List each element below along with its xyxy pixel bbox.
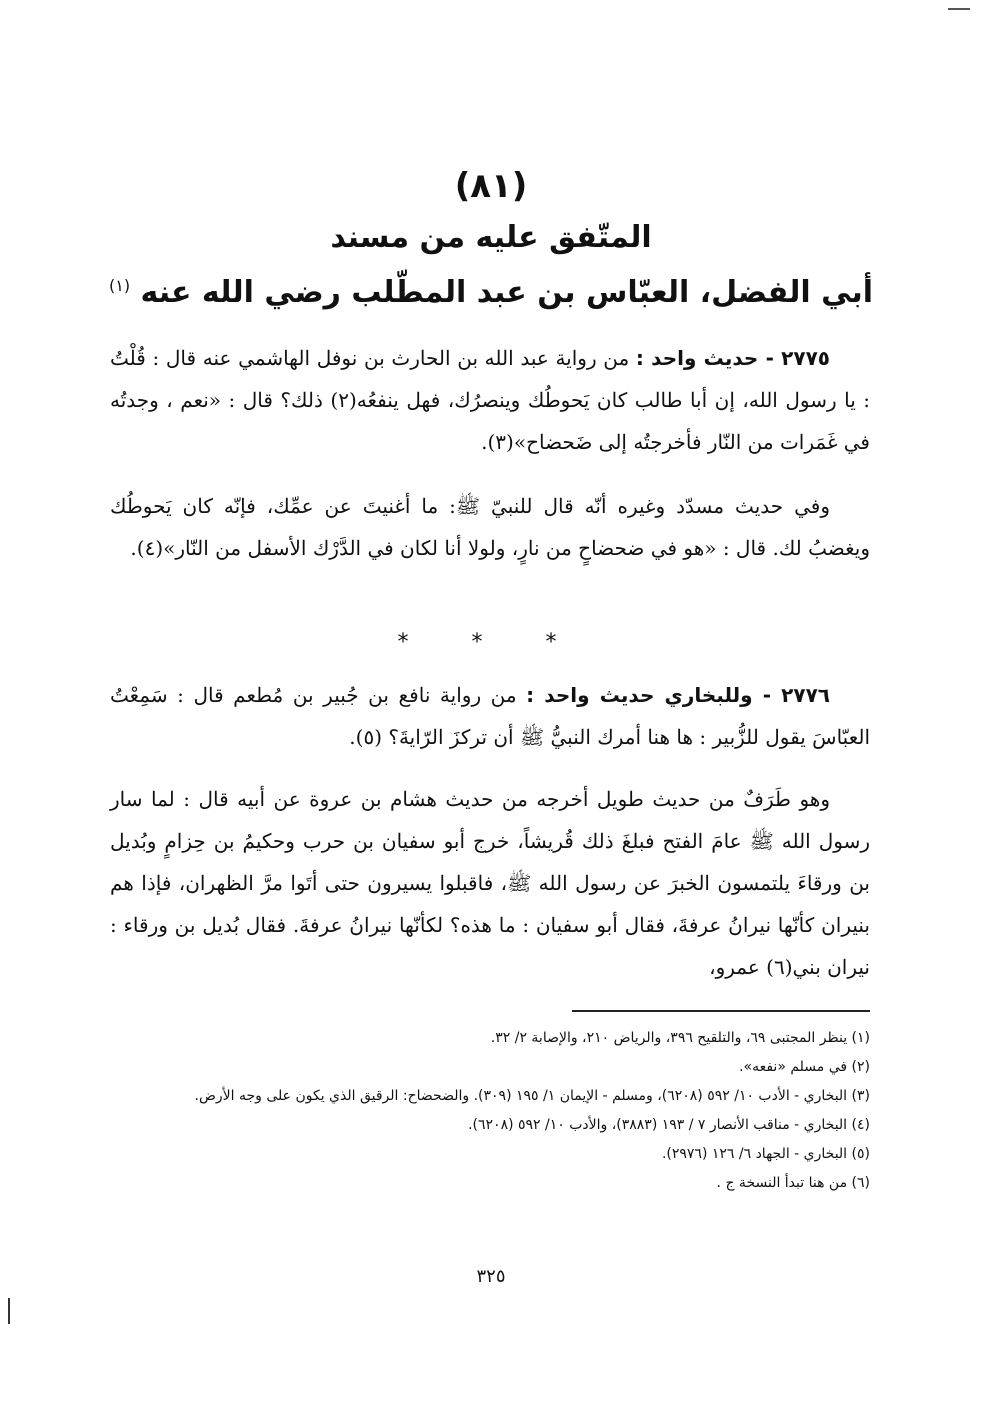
- chapter-title-line2: [0, 275, 982, 311]
- hadith-2776-paragraph: [110, 674, 870, 758]
- footnote-3: (٣) البخاري - الأدب ١٠/ ٥٩٢ (٦٢٠٨)، ومسلم - الإيمان ١/ ١٩٥ (٣٠٩). والضحضاح: الرقيق الذي يكون على وجه الأرض.: [194, 1088, 870, 1104]
- hadith-2776-heading: ٢٧٧٦ - وللبخاري حديث واحد :: [526, 683, 830, 707]
- footnote-2: (٢) في مسلم «نفعه».: [739, 1059, 870, 1075]
- hadith-2775-addendum-text: وفي حديث مسدّد وغيره أنّه قال للنبيّ ﷺ: ما أغنيتَ عن عمِّك، فإنّه كان يَحوطُك ويغضبُ لك. قال : «هو في ضحضاحٍ من نارٍ، ولولا أنا لكان في الدَّرْك الأسفل من النّار»(٤).: [110, 494, 870, 560]
- chapter-title-line1: المتّفق عليه من مسند: [330, 220, 652, 255]
- footnote-4: (٤) البخاري - مناقب الأنصار ٧ / ١٩٣ (٣٨٨٣)، والأدب ١٠/ ٥٩٢ (٦٢٠٨).: [468, 1117, 870, 1133]
- hadith-2776-addendum-text: وهو طَرَفٌ من حديث طويل أخرجه من حديث هشام بن عروة عن أبيه قال : لما سار رسول الله ﷺ عامَ الفتح فبلغَ ذلك قُريشاً، خرج أبو سفيان بن حرب وحكيمُ بن حِزامٍ وبُديل بن ورقاءَ يلتمسون الخبرَ عن رسول الله ﷺ، فاقبلوا يسيرون حتى أتَوا مرَّ الظهران، فإذا هم بنيران كأنّها نيرانُ عرفةَ، فقال أبو سفيان : ما هذه؟ لكأنّها نيرانُ عرفةَ. فقال بُديل بن ورقاء : نيران بني(٦) عمرو،: [110, 787, 870, 979]
- hadith-2775-heading: ٢٧٧٥ - حديث واحد :: [635, 346, 830, 370]
- footnotes-list: [110, 1024, 870, 1198]
- footnote-5: (٥) البخاري - الجهاد ٦/ ١٢٦ (٢٩٧٦).: [661, 1146, 870, 1162]
- section-separator: * * *: [397, 630, 585, 655]
- chapter-title-line2-text: أبي الفضل، العبّاس بن عبد المطّلب رضي الله عنه: [140, 275, 873, 310]
- hadith-2776-text: من رواية نافع بن جُبير بن مُطعم قال : سَمِعْتُ العبّاسَ يقول للزُّبير : ها هنا أمرك النبيُّ ﷺ أن تركزَ الرّايةَ؟ (٥).: [110, 683, 870, 749]
- footnote-divider: [572, 1010, 870, 1012]
- scan-mark-top: [948, 8, 970, 10]
- footnote-6: (٦) من هنا تبدأ النسخة ج .: [716, 1175, 870, 1191]
- footnote-1: (١) ينظر المجتبى ٦٩، والتلقيح ٣٩٦، والرياض ٢١٠، والإصابة ٢/ ٣٢.: [490, 1030, 870, 1046]
- hadith-2775-text: من رواية عبد الله بن الحارث بن نوفل الهاشمي عنه قال : قُلْتُ : يا رسول الله، إن أبا طالب كان يَحوطُك وينصرُك، فهل ينفعُه(٢) ذلك؟ قال : «نعم ، وجدتُه في غَمَرات من النّار فأخرجتُه إلى ضَحضاح»(٣).: [110, 346, 871, 454]
- scan-mark-left: [8, 1298, 10, 1324]
- hadith-2775-addendum-paragraph: [110, 485, 870, 569]
- chapter-number: (٨١): [454, 166, 528, 206]
- title-footnote-marker: (١): [108, 276, 131, 295]
- page-number: ٣٢٥: [476, 1266, 506, 1287]
- hadith-2776-addendum-paragraph: [110, 778, 870, 988]
- hadith-2775-paragraph: [110, 337, 870, 463]
